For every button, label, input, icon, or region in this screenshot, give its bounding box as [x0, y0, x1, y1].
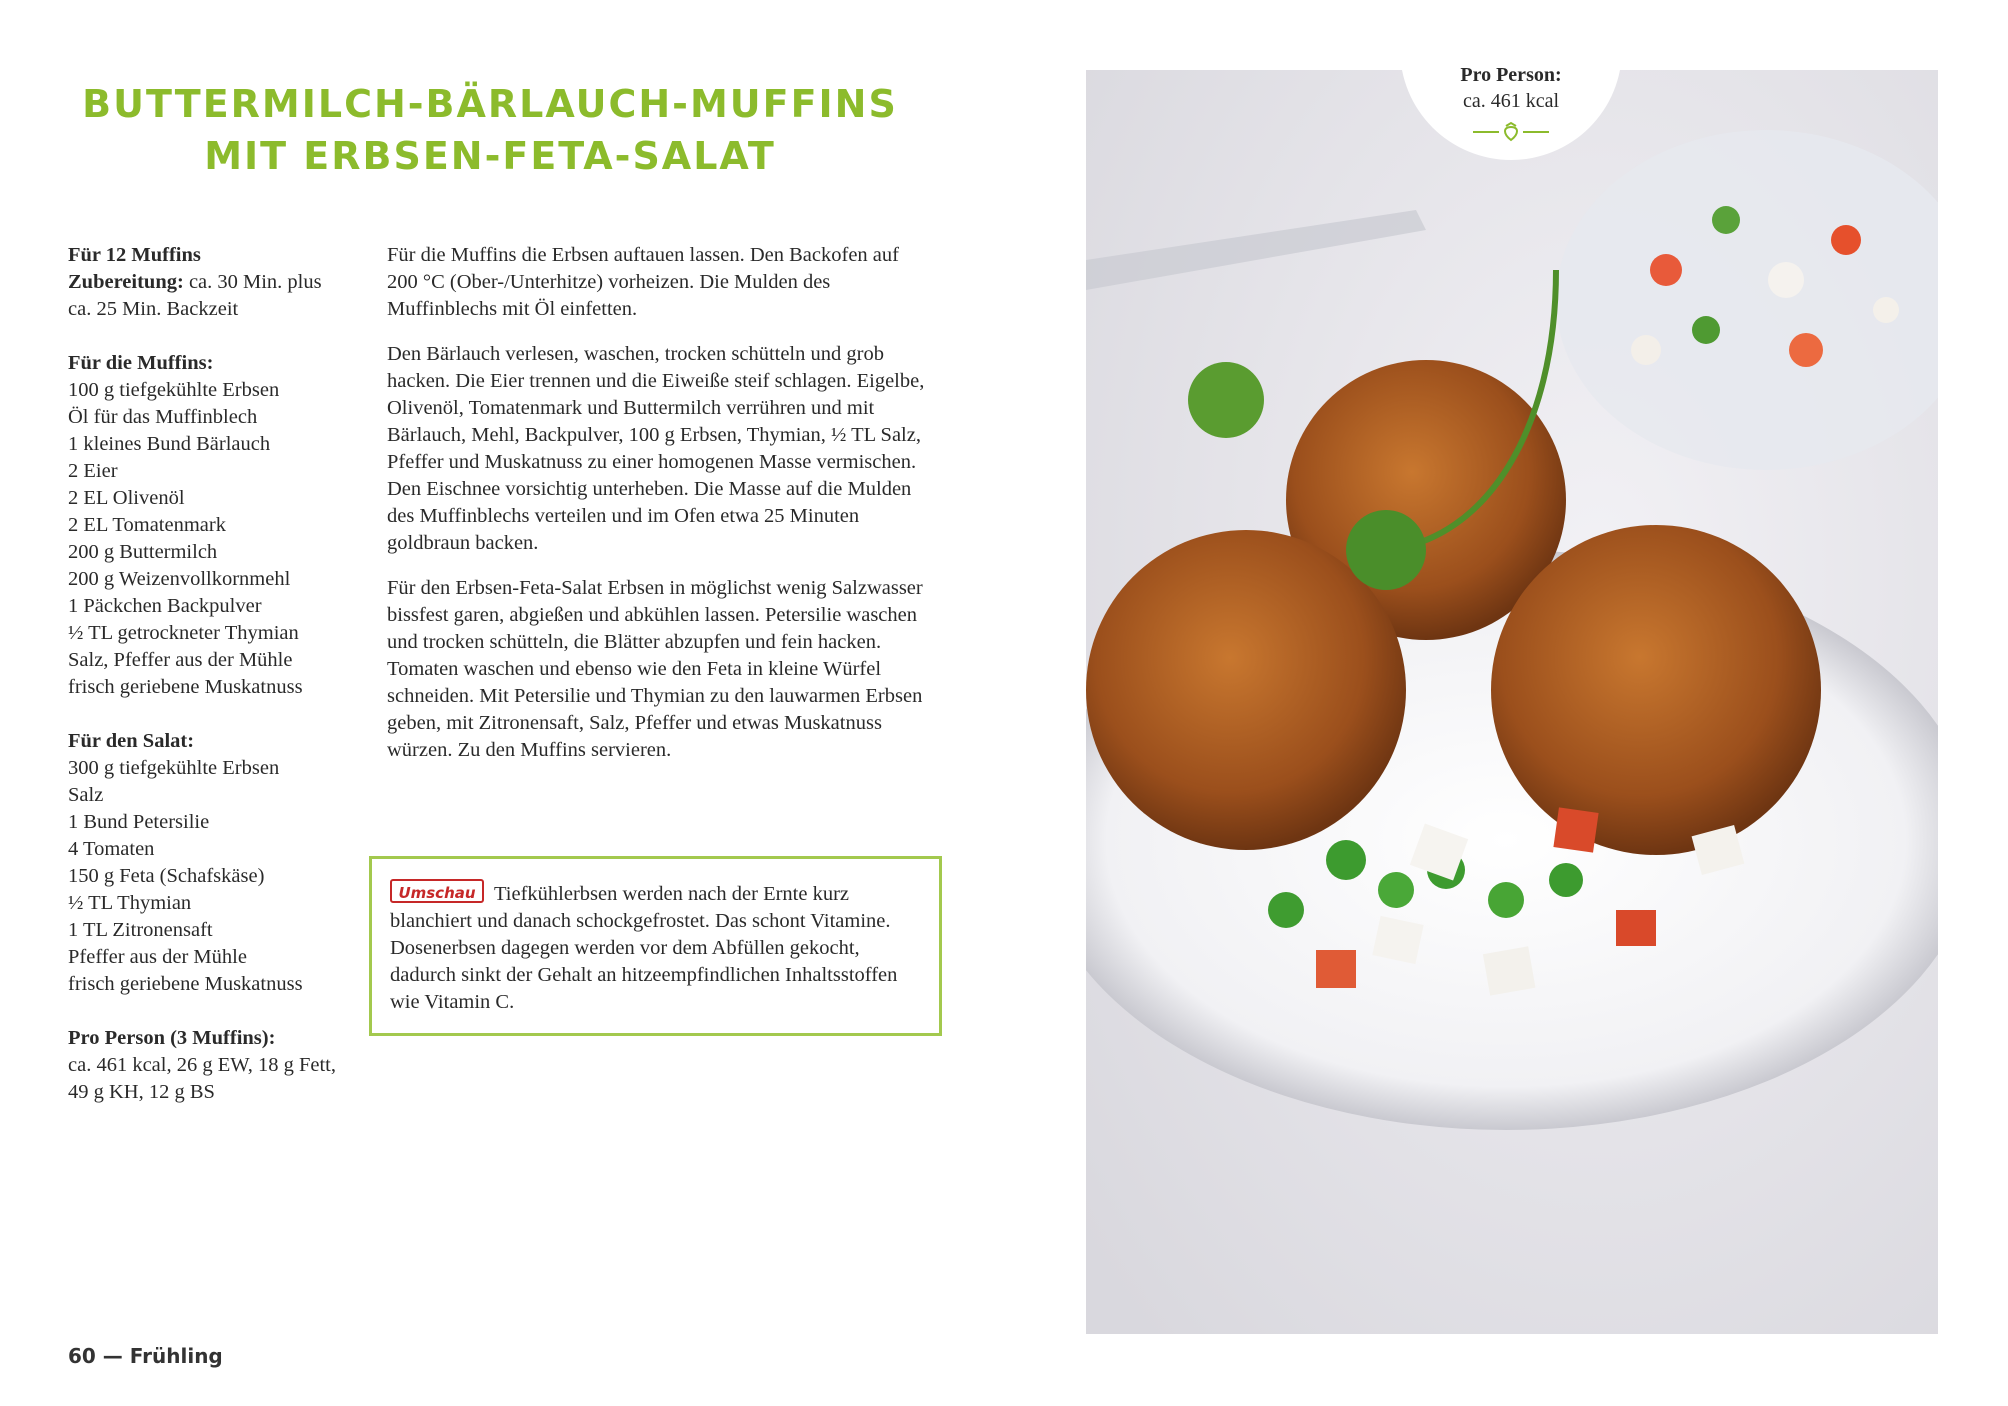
ingredients-column: [68, 242, 368, 1133]
recipe-photo: [1086, 70, 1938, 1334]
instruction-paragraph: Den Bärlauch verlesen, waschen, trocken schütteln und grob hacken. Die Eier trennen und die Eiweiße steif schlagen. Eigelbe, Olivenöl, Tomatenmark und Buttermilch verrühren und mit Bärlauch, Mehl, Backpulver, 100 g Erbsen, Thymian, ½ TL Salz, Pfeffer und Muskatnuss zu einer homogenen Masse vermischen. Den Eischnee vorsichtig unterheben. Die Masse auf die Mulden des Muffinblechs verteilen und im Ofen etwa 25 Minuten goldbraun backen.: [387, 343, 925, 554]
ingredient-item: 2 Eier: [68, 460, 118, 482]
instruction-paragraph: Für den Erbsen-Feta-Salat Erbsen in möglichst wenig Salzwasser bissfest garen, abgießen und abkühlen lassen. Petersilie waschen und trocken schütteln, die Blätter abzupfen und fein hacken. Tomaten waschen und ebenso wie den Feta in kleine Würfel schneiden. Mit Petersilie und Thymian zu den lauwarmen Erbsen geben, mit Zitronensaft, Salz, Pfeffer und etwas Muskatnuss würzen. Zu den Muffins servieren.: [387, 577, 923, 761]
ingredient-item: Salz, Pfeffer aus der Mühle: [68, 649, 293, 671]
prep-line: [68, 269, 368, 296]
nutrition-line-1: ca. 461 kcal, 26 g EW, 18 g Fett,: [68, 1054, 336, 1076]
prep-value-2: ca. 25 Min. Backzeit: [68, 298, 239, 320]
tip-box: [369, 856, 942, 1036]
ingredient-item: 4 Tomaten: [68, 838, 155, 860]
ingredient-item: 2 EL Tomatenmark: [68, 514, 226, 536]
ingredient-item: 100 g tiefgekühlte Erbsen: [68, 379, 280, 401]
recipe-title: [60, 78, 920, 182]
tip-text: Tiefkühlerbsen werden nach der Ernte kurz blanchiert und danach schockgefrostet. Das schont Vitamine. Dosenerbsen dagegen werden vor dem Abfüllen gekocht, dadurch sinkt der Gehalt an hitzeempfindlichen Inhaltsstoffen wie Vitamin C.: [390, 883, 898, 1013]
page-footer: 60 — Frühling: [68, 1344, 223, 1368]
umschau-logo: [390, 879, 484, 903]
badge-label: Pro Person:: [1460, 64, 1562, 86]
strawberry-icon: [1471, 120, 1551, 144]
instructions-column: [387, 242, 927, 782]
ingredient-item: frisch geriebene Muskatnuss: [68, 973, 303, 995]
muffin-right: [1491, 525, 1821, 855]
nutrition-block: [68, 1025, 368, 1106]
prep-value-1: ca. 30 Min. plus: [183, 271, 322, 293]
ingredient-item: Öl für das Muffinblech: [68, 406, 258, 428]
muffin-ingredients: [68, 350, 368, 701]
parsley-leaf: [1346, 510, 1426, 590]
food-photo-illustration: [1086, 70, 1938, 1334]
ingredient-item: Salz: [68, 784, 104, 806]
ingredient-item: 200 g Weizenvollkornmehl: [68, 568, 291, 590]
ingredient-item: 1 Bund Petersilie: [68, 811, 210, 833]
muffin-heading: Für die Muffins:: [68, 352, 214, 374]
meta-block: [68, 242, 368, 323]
ingredient-item: 300 g tiefgekühlte Erbsen: [68, 757, 280, 779]
ingredient-item: Pfeffer aus der Mühle: [68, 946, 247, 968]
instruction-paragraph: Für die Muffins die Erbsen auftauen lassen. Den Backofen auf 200 °C (Ober-/Unterhitze) vorheizen. Die Mulden des Muffinblechs mit Öl einfetten.: [387, 244, 899, 320]
nutrition-line-2: 49 g KH, 12 g BS: [68, 1081, 215, 1103]
ingredient-item: ½ TL getrockneter Thymian: [68, 622, 299, 644]
parsley-leaf: [1188, 362, 1264, 438]
logo-text: Umschau: [398, 884, 476, 902]
badge-value: ca. 461 kcal: [1462, 90, 1560, 112]
yield-label: Für 12 Muffins: [68, 244, 201, 266]
title-line-1: BUTTERMILCH-BÄRLAUCH-MUFFINS: [82, 82, 898, 126]
ingredient-item: 1 Päckchen Backpulver: [68, 595, 262, 617]
title-line-2: MIT ERBSEN-FETA-SALAT: [204, 134, 776, 178]
ingredient-item: 1 kleines Bund Bärlauch: [68, 433, 271, 455]
ingredient-item: 150 g Feta (Schafskäse): [68, 865, 265, 887]
prep-label: Zubereitung:: [68, 271, 184, 293]
ingredient-item: 200 g Buttermilch: [68, 541, 218, 563]
ingredient-item: 2 EL Olivenöl: [68, 487, 185, 509]
ingredient-item: 1 TL Zitronensaft: [68, 919, 213, 941]
ingredient-item: frisch geriebene Muskatnuss: [68, 676, 303, 698]
ingredient-item: ½ TL Thymian: [68, 892, 192, 914]
nutrition-heading: Pro Person (3 Muffins):: [68, 1027, 276, 1049]
salad-heading: Für den Salat:: [68, 730, 195, 752]
salad-ingredients: [68, 728, 368, 998]
